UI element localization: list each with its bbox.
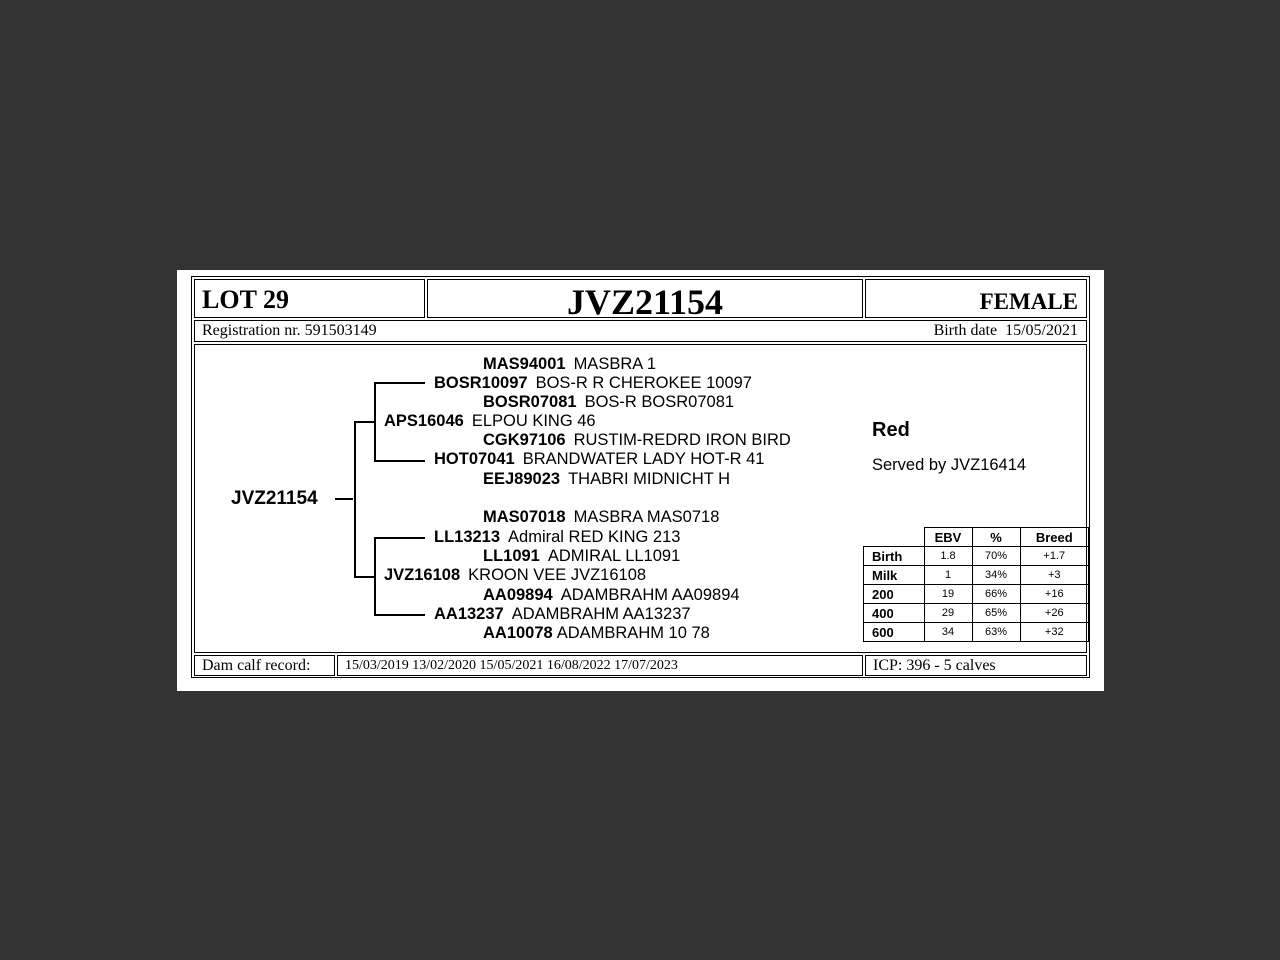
bracket-line (374, 537, 376, 615)
table-row (864, 585, 1089, 604)
table-row (864, 604, 1089, 623)
animal-name: BOS-R R CHEROKEE 10097 (535, 374, 752, 392)
animal-name: MASBRA MAS0718 (573, 508, 720, 526)
animal-name: BOS-R BOSR07081 (584, 393, 735, 411)
reg-code: MAS94001 (483, 355, 566, 373)
ebv-value: 1 (924, 566, 972, 585)
catalogue-card (177, 270, 1104, 691)
animal-name: ADAMBRAHM AA13237 (511, 605, 691, 623)
ebv-value: 19 (924, 585, 972, 604)
row-label: Birth (864, 547, 925, 566)
sex-label: FEMALE (979, 289, 1078, 314)
pct-header: % (972, 528, 1020, 547)
bracket-line (374, 537, 425, 539)
animal-name: RUSTIM-REDRD IRON BIRD (573, 431, 791, 449)
reg-code: LL13213 (434, 528, 501, 546)
animal-name: Admiral RED KING 213 (508, 528, 681, 546)
pedigree-entry-dam (384, 566, 646, 585)
animal-name: ADMIRAL LL1091 (547, 547, 681, 565)
icp-value: ICP: 396 - 5 calves (873, 657, 996, 674)
pedigree-entry-sire-sire-sire (483, 355, 656, 374)
bracket-line (374, 614, 425, 616)
pct-value: 70% (972, 547, 1020, 566)
birth-date (934, 322, 1078, 340)
id-cell (427, 279, 863, 322)
lot-number: LOT 29 (202, 285, 289, 314)
bracket-line (354, 576, 375, 578)
pedigree-entry-dam-sire-sire (483, 508, 719, 527)
animal-name: ADAMBRAHM AA09894 (560, 586, 740, 604)
animal-name: KROON VEE JVZ16108 (468, 566, 647, 584)
pedigree-entry-sire-sire-dam (483, 393, 734, 412)
ebv-value: 1.8 (924, 547, 972, 566)
pedigree-entry-sire-sire (434, 374, 752, 393)
ebv-table (863, 527, 1089, 642)
served-by: Served by JVZ16414 (872, 456, 1027, 474)
color-label: Red (872, 419, 910, 441)
birth-date-value: 15/05/2021 (1005, 322, 1078, 339)
table-row (864, 547, 1089, 566)
ebv-value: 29 (924, 604, 972, 623)
reg-code: AA10078 (483, 624, 553, 642)
reg-code: AA13237 (434, 605, 504, 623)
reg-code: EEJ89023 (483, 470, 561, 488)
pct-value: 65% (972, 604, 1020, 623)
lot-cell (194, 279, 425, 318)
reg-code: MAS07018 (483, 508, 566, 526)
reg-code: APS16046 (384, 412, 464, 430)
row-label: 200 (864, 585, 925, 604)
birth-date-label: Birth date (933, 322, 998, 339)
dam-calf-label: Dam calf record: (202, 657, 311, 674)
pct-value: 63% (972, 623, 1020, 642)
pedigree-entry-sire-dam (434, 450, 764, 469)
pedigree-entry-dam-sire-dam (483, 547, 680, 566)
dam-calf-dates: 15/03/2019 13/02/2020 15/05/2021 16/08/2022 17/07/2023 (345, 658, 678, 673)
registration-number: Registration nr. 591503149 (202, 322, 377, 339)
pct-value: 66% (972, 585, 1020, 604)
reg-code: CGK97106 (483, 431, 566, 449)
icp-cell (865, 655, 1087, 676)
animal-name: MASBRA 1 (573, 355, 657, 373)
breed-value: +16 (1020, 585, 1089, 604)
reg-code: BOSR10097 (434, 374, 528, 392)
reg-code: JVZ16108 (384, 566, 461, 584)
row-label: 400 (864, 604, 925, 623)
pedigree-entry-dam-dam-sire (483, 586, 740, 605)
pedigree-entry-dam-dam (434, 605, 691, 624)
bracket-line (335, 498, 353, 500)
pedigree-entry-dam-sire (434, 528, 680, 547)
registration-row (194, 320, 1087, 342)
animal-id-title: JVZ21154 (566, 282, 724, 322)
ebv-header-row (864, 528, 1089, 547)
animal-name: ADAMBRAHM 10 78 (556, 624, 710, 642)
bracket-line (374, 382, 425, 384)
subject-id: JVZ21154 (231, 488, 318, 509)
row-label: 600 (864, 623, 925, 642)
animal-name: BRANDWATER LADY HOT-R 41 (522, 450, 765, 468)
breed-value: +3 (1020, 566, 1089, 585)
reg-code: AA09894 (483, 586, 553, 604)
dam-calf-dates-cell (337, 655, 863, 676)
table-row (864, 623, 1089, 642)
animal-name: ELPOU KING 46 (471, 412, 596, 430)
pedigree-entry-dam-dam-dam (483, 624, 710, 643)
table-row (864, 566, 1089, 585)
pct-value: 34% (972, 566, 1020, 585)
breed-value: +1.7 (1020, 547, 1089, 566)
ebv-header: EBV (924, 528, 972, 547)
breed-header: Breed (1020, 528, 1089, 547)
sex-cell (865, 279, 1087, 318)
animal-name: THABRI MIDNICHT H (568, 470, 731, 488)
bracket-line (354, 421, 356, 577)
pedigree-subject (231, 489, 318, 509)
bracket-line (354, 421, 375, 423)
reg-code: HOT07041 (434, 450, 515, 468)
dam-calf-label-cell (194, 655, 335, 676)
pedigree-entry-sire-dam-sire (483, 431, 791, 450)
reg-code: BOSR07081 (483, 393, 577, 411)
breed-value: +32 (1020, 623, 1089, 642)
pedigree-entry-sire (384, 412, 596, 431)
pedigree-entry-sire-dam-dam (483, 470, 730, 489)
ebv-value: 34 (924, 623, 972, 642)
row-label: Milk (864, 566, 925, 585)
breed-value: +26 (1020, 604, 1089, 623)
reg-code: LL1091 (483, 547, 540, 565)
bracket-line (374, 460, 425, 462)
bracket-line (374, 382, 376, 461)
